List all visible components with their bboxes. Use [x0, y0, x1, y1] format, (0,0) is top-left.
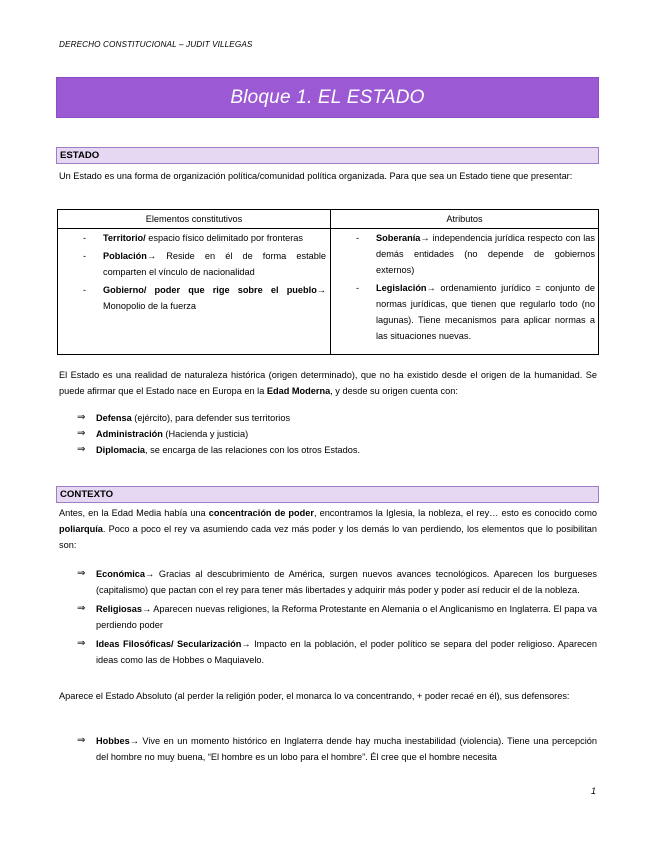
list-item: [77, 733, 597, 765]
item-text: independencia jurídica respecto con las demás entidades (no depende de gobiernos externos): [376, 233, 595, 275]
item-text: espacio físico delimitado por fronteras: [145, 233, 304, 243]
item-term: Territorio/: [103, 233, 146, 243]
text-run: Antes, en la Edad Media había una: [59, 508, 209, 518]
item-text: Aparecen nuevas religiones, la Reforma Protestante en Alemania o el Anglicanismo en Inglaterra. El papa va perdiendo poder: [96, 604, 597, 630]
list-item: [77, 636, 597, 668]
item-term: Hobbes→: [96, 736, 139, 746]
dash-bullet: -: [83, 251, 87, 261]
list-item: [77, 566, 597, 598]
item-term: Económica→: [96, 569, 155, 579]
list-item: [77, 601, 597, 633]
list-item: [77, 442, 597, 458]
item-term: Ideas Filosóficas/ Secularización→: [96, 639, 251, 649]
list-item: [77, 410, 597, 426]
contexto-paragraph-2: Aparece el Estado Absoluto (al perder la religión poder, el monarca lo va concentrando, + poder recaé en él), sus defensores:: [59, 691, 570, 701]
item-term: Soberanía→: [376, 233, 430, 243]
item-text: Monopolio de la fuerza: [103, 301, 196, 311]
estado-paragraph-2: [59, 367, 597, 399]
dash-bullet: -: [83, 233, 87, 243]
estado-bullets: [77, 410, 597, 458]
item-text: (Hacienda y justicia): [162, 429, 249, 439]
double-arrow-icon: ⇒: [77, 568, 86, 579]
dash-bullet: -: [356, 233, 360, 243]
double-arrow-icon: ⇒: [77, 638, 86, 649]
page-number: 1: [591, 786, 597, 796]
item-text: Gracias al descubrimiento de América, surgen nuevos avances tecnológicos. Aparecen los burgueses (capitalismo) que pactan con el rey para tener más libertades y adquirir más poder y poder así reducir el de la nobleza.: [96, 569, 597, 595]
item-term: Población→: [103, 251, 157, 261]
list-item: [58, 230, 326, 246]
text-run: . Poco a poco el rey va asumiendo cada vez más poder y los demás lo van perdiendo, los elementos que lo posibilitan son:: [59, 524, 597, 550]
item-text: Reside en él de forma estable comparten el vínculo de nacionalidad: [103, 251, 326, 277]
list-item: [331, 230, 595, 278]
elementos-list: [58, 230, 326, 318]
item-term: Defensa: [96, 413, 132, 423]
keyword-edad-moderna: Edad Moderna: [266, 386, 331, 396]
estado-table: [57, 209, 599, 355]
item-text: Impacto en la población, el poder político se separa del poder religioso. Aparecen ideas como las de Hobbes o Maquiavelo.: [96, 639, 597, 665]
contexto-bullets: [77, 566, 597, 668]
item-term: Gobierno/ poder que rige sobre el pueblo→: [103, 285, 326, 295]
dash-bullet: -: [83, 285, 87, 295]
page-title: Bloque 1. EL ESTADO: [230, 86, 425, 108]
double-arrow-icon: ⇒: [77, 603, 86, 614]
section-heading-contexto: CONTEXTO: [56, 486, 599, 503]
double-arrow-icon: ⇒: [77, 735, 86, 746]
item-text: (ejército), para defender sus territorios: [131, 413, 291, 423]
list-item: [58, 248, 326, 280]
dash-bullet: -: [356, 283, 360, 293]
keyword-poliarquia: poliarquía: [59, 524, 103, 534]
text-run: , y desde su origen cuenta con:: [330, 386, 458, 396]
section-heading-estado: ESTADO: [56, 147, 599, 164]
double-arrow-icon: ⇒: [77, 412, 86, 423]
item-text: , se encarga de las relaciones con los otros Estados.: [145, 445, 361, 455]
item-term: Legislación→: [376, 283, 436, 293]
double-arrow-icon: ⇒: [77, 444, 86, 455]
contexto-paragraph-1: [59, 505, 597, 553]
keyword-concentracion: concentración de poder: [208, 508, 314, 518]
estado-intro: Un Estado es una forma de organización política/comunidad política organizada. Para que sea un Estado tiene que presentar:: [59, 171, 573, 181]
table-header-row: [58, 210, 598, 229]
item-text: ordenamiento jurídico = conjunto de normas jurídicas, que tienen que regularlo todo (no lagunas). Tiene mecanismos para aplicar normas a las situaciones nuevas.: [376, 283, 595, 341]
item-text: Vive en un momento histórico en Inglaterra dende hay mucha inestabilidad (violencia). Tiene una percepción del hombre no muy buena, “El hombre es un lobo para el hombre”. Él cree que el hombre necesita: [96, 736, 597, 762]
title-banner: [56, 77, 599, 118]
list-item: [77, 426, 597, 442]
text-run: , encontramos la Iglesia, la nobleza, el rey… esto es conocido como: [313, 508, 597, 518]
list-item: [331, 280, 595, 344]
table-header-atributos: Atributos: [446, 214, 483, 224]
atributos-list: [331, 230, 595, 348]
item-term: Diplomacia: [96, 445, 146, 455]
contexto-bullets-2: [77, 733, 597, 765]
list-item: [58, 282, 326, 314]
page-header: DERECHO CONSTITUCIONAL – JUDIT VILLEGAS: [59, 40, 253, 49]
text-run: El Estado es una realidad de naturaleza histórica (origen determinado), que no ha existido desde el origen de la humanidad. Se puede afirmar que el Estado nace en Europa en la: [59, 370, 597, 396]
item-term: Religiosas→: [96, 604, 152, 614]
table-header-elementos: Elementos constitutivos: [145, 214, 243, 224]
item-term: Administración: [96, 429, 163, 439]
double-arrow-icon: ⇒: [77, 428, 86, 439]
